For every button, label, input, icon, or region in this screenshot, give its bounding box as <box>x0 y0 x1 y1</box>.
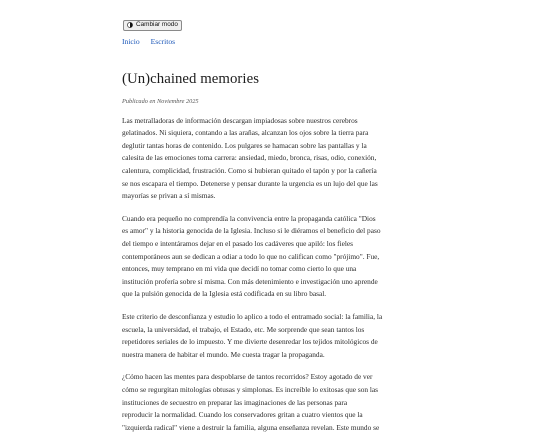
paragraph-line: reproducir la normalidad. Cuando los conservadores gritan a cuatro vientos que la <box>122 410 363 420</box>
paragraph-line: ¿Cómo hacen las mentes para despoblarse de tantos recorridos? Estoy agotado de ver <box>122 372 373 382</box>
paragraph-line: gelatinados. Ni siquiera, contando a las arañas, alcanzan los ojos sobre la tierra para <box>122 128 369 138</box>
paragraph-line: deglutir tantas horas de contenido. Los pulgares se hamacan sobre las pantallas y la <box>122 140 367 150</box>
paragraph-line: contemporáneos aun se dedican a odiar a todo lo que no califican como "prójimo". Fue, <box>122 251 380 261</box>
paragraph-line: mayorías se privan a sí mismas. <box>122 191 216 201</box>
theme-toggle-button[interactable] <box>123 20 182 31</box>
article-paragraph <box>122 371 422 434</box>
paragraph-line: del tiempo e intentáramos dejar en el pasado los cadáveres que apiló: los fieles <box>122 239 354 249</box>
paragraph-line: institución profería sobre sí misma. Con más detenimiento e investigación uno aprende <box>122 276 378 286</box>
article-paragraph <box>122 115 422 203</box>
paragraph-line: es amor" y la historia genocida de la Iglesia. Incluso si le diéramos el beneficio del paso <box>122 226 381 236</box>
paragraph-line: cómo se regurgitan mitologías obtusas y simplonas. Es increíble lo exitosas que son las <box>122 384 379 394</box>
article-body <box>122 115 422 435</box>
paragraph-line: calesita de las emociones toma carrera: ansiedad, miedo, bronca, risas, odio, conexión, <box>122 153 377 163</box>
paragraph-line: Las metralladoras de información descargan impiadosas sobre nuestros cerebros <box>122 115 358 125</box>
paragraph-line: calentura, complicidad, frustración. Como si hubieran quitado el tapón y por la cañería <box>122 166 377 176</box>
article-paragraph <box>122 213 422 301</box>
paragraph-line: instituciones de secuestro en preparar las imaginaciones de las personas para <box>122 397 348 407</box>
main-nav <box>122 38 422 46</box>
article-paragraph <box>122 311 422 361</box>
publish-date: Publicado en Noviembre 2025 <box>122 98 199 106</box>
theme-toggle-label: Cambiar modo <box>136 20 178 28</box>
page-container <box>122 15 422 444</box>
paragraph-line: escuela, la universidad, el trabajo, el Estado, etc. Me sorprende que sean tantos los <box>122 324 365 334</box>
nav-link-escritos[interactable]: Escritos <box>150 37 176 46</box>
paragraph-line: repetidores seriales de lo impuesto. Y me divierte desenredar los tejidos mitológicos de <box>122 337 378 347</box>
moon-icon <box>127 22 133 28</box>
paragraph-line: Este criterio de desconfianza y estudio lo aplico a todo el entramado social: la familia, la <box>122 312 383 321</box>
nav-link-inicio[interactable]: Inicio <box>122 37 140 46</box>
article-title: (Un)chained memories <box>122 70 259 87</box>
paragraph-line: que la pulsión genocida de la Iglesia está codificada en su libro basal. <box>122 289 327 299</box>
paragraph-line: nuestra manera de habitar el mundo. Me cuesta tragar la propaganda. <box>122 349 325 359</box>
paragraph-line: entonces, muy temprano en mi vida que decidí no tomar como cierto lo que una <box>122 264 357 274</box>
paragraph-line: "izquierda radical" viene a destruir la familia, alguna enseñanza revelan. Este mundo se <box>122 422 380 432</box>
paragraph-line: se nos escapara el tiempo. Detenerse y pensar durante la urgencia es un lujo del que las <box>122 178 378 188</box>
paragraph-line: Cuando era pequeño no comprendía la convivencia entre la propaganda católica "Dios <box>122 213 376 223</box>
